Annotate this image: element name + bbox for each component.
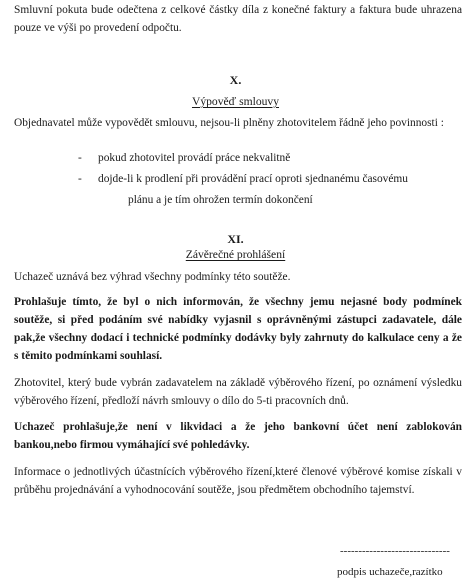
bullet-dash: - [78,152,82,164]
section-xi-title: Závěrečné prohlášení [185,248,286,261]
section-xi-paragraph-1: Uchazeč uznává bez výhrad všechny podmínky této soutěže. [14,271,291,283]
section-xi-paragraph-3: Zhotovitel, který bude vybrán zadavatelem na základě výběrového řízení, po oznámení výsledku výběrového řízení, předloží návrh smlouvy o dílo do 5-ti pracovních dnů. [14,377,462,407]
section-x-number: X. [229,73,242,87]
signature-line: ------------------------------ [340,545,450,557]
section-xi-number: XI. [227,232,244,246]
bullet-dash: - [78,173,82,185]
bullet-text: dojde-li k prodlení při provádění prací oproti sjednanému časovému [98,173,408,185]
section-xi-paragraph-2: Prohlašuje tímto, že byl o nich informován, že všechny jemu nejasné body podmínek soutěže, si před podáním své nabídky vyjasnil s oprávněnými zástupci zadavatele, dále pak,že všechny dodací i technické podmínky dodávky byly zahrnuty do kalkulace ceny a že s těmito podmínkami souhlasí. [14,296,462,362]
section-xi-paragraph-4: Uchazeč prohlašuje,že není v likvidaci a že jeho bankovní účet není zablokován bankou,nebo firmou vymáhající své pohledávky. [14,421,462,451]
section-x-paragraph: Objednavatel může vypovědět smlouvu, nejsou-li plněny zhotovitelem řádně jeho povinnosti : [14,117,444,129]
bullet-continuation: plánu a je tím ohrožen termín dokončení [128,194,313,206]
signature-label: podpis uchazeče,razítko [337,566,443,578]
bullet-text: pokud zhotovitel provádí práce nekvalitně [98,152,291,164]
intro-paragraph: Smluvní pokuta bude odečtena z celkové částky díla z konečné faktury a faktura bude uhrazena pouze ve výši po provedení odpočtu. [14,4,462,34]
section-xi-paragraph-5: Informace o jednotlivých účastnících výběrového řízení,které členové výběrové komise získali v průběhu projednávání a vyhodnocování soutěže, jsou předmětem obchodního tajemství. [14,466,462,496]
section-x-title: Výpověď smlouvy [191,95,280,108]
